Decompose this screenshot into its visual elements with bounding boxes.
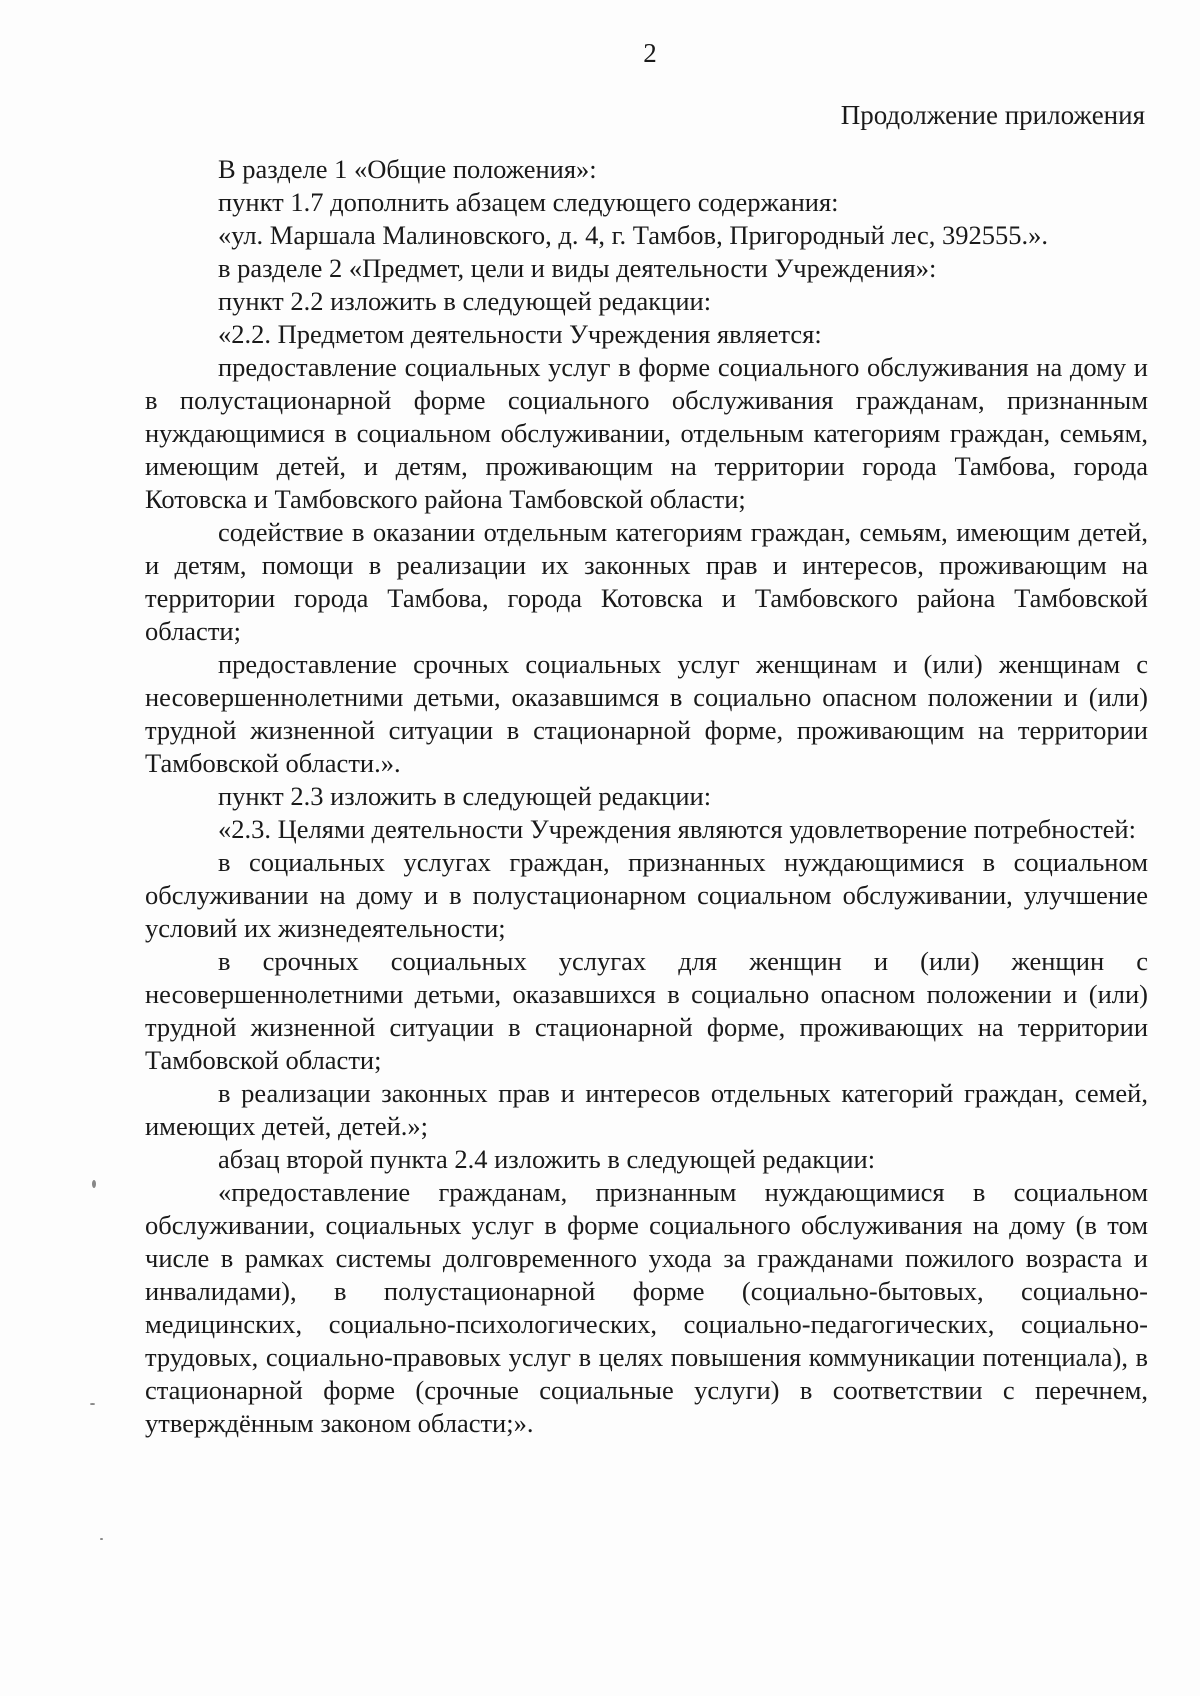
continuation-label: Продолжение приложения (840, 100, 1145, 130)
paragraph: «предоставление гражданам, признанным нуждающимися в социальном обслуживании, социальных услуг в форме социального обслуживания на дому (в том числе в рамках системы долговременного ухода за гражданами пожилого возраста и инвалидами), в полустационарной форме (социально-бытовых, социально-медицинских, социально-психологических, социально-педагогических, социально-трудовых, социально-правовых услуг в целях повышения коммуникации потенциала), в стационарной форме (срочные социальные услуги) в соответствии с перечнем, утверждённым законом области;». (145, 1177, 1148, 1438)
paragraph: пункт 2.3 изложить в следующей редакции: (218, 781, 712, 811)
paragraph: «2.2. Предметом деятельности Учреждения является: (218, 319, 822, 349)
paragraph: пункт 2.2 изложить в следующей редакции: (218, 286, 712, 316)
scan-speck (100, 1538, 103, 1540)
paragraph: «ул. Маршала Малиновского, д. 4, г. Тамбов, Пригородный лес, 392555.». (218, 220, 1049, 250)
paragraph: в реализации законных прав и интересов отдельных категорий граждан, семей, имеющих детей, детей.»; (145, 1078, 1148, 1141)
paragraph: предоставление срочных социальных услуг женщинам и (или) женщинам с несовершеннолетними детьми, оказавшимся в социально опасном положении и (или) трудной жизненной ситуации в стационарной форме, проживающим на территории Тамбовской области.». (145, 649, 1148, 778)
paragraph: пункт 1.7 дополнить абзацем следующего содержания: (218, 187, 839, 217)
paragraph: содействие в оказании отдельным категориям граждан, семьям, имеющим детей, и детям, помощи в реализации их законных прав и интересов, проживающим на территории города Тамбова, города Котовска и Тамбовского района Тамбовской области; (145, 517, 1148, 646)
scan-speck (92, 1180, 96, 1188)
paragraph: в разделе 2 «Предмет, цели и виды деятельности Учреждения»: (218, 253, 937, 283)
paragraph: В разделе 1 «Общие положения»: (218, 154, 597, 184)
paragraph: предоставление социальных услуг в форме социального обслуживания на дому и в полустационарной форме социального обслуживания гражданам, признанным нуждающимися в социальном обслуживании, отдельным категориям граждан, семьям, имеющим детей, и детям, проживающим на территории города Тамбова, города Котовска и Тамбовского района Тамбовской области; (145, 352, 1148, 514)
paragraph: в срочных социальных услугах для женщин и (или) женщин с несовершеннолетними детьми, оказавшихся в социально опасном положении и (или) трудной жизненной ситуации в стационарной форме, проживающих на территории Тамбовской области; (145, 946, 1148, 1075)
paragraph: в социальных услугах граждан, признанных нуждающимися в социальном обслуживании на дому и в полустационарном социальном обслуживании, улучшение условий их жизнедеятельности; (145, 847, 1148, 943)
scan-speck (90, 1403, 95, 1405)
paragraph: «2.3. Целями деятельности Учреждения являются удовлетворение потребностей: (218, 814, 1136, 844)
paragraph: абзац второй пункта 2.4 изложить в следующей редакции: (218, 1144, 876, 1174)
document-body (145, 153, 1148, 1440)
page-number: 2 (643, 38, 657, 68)
